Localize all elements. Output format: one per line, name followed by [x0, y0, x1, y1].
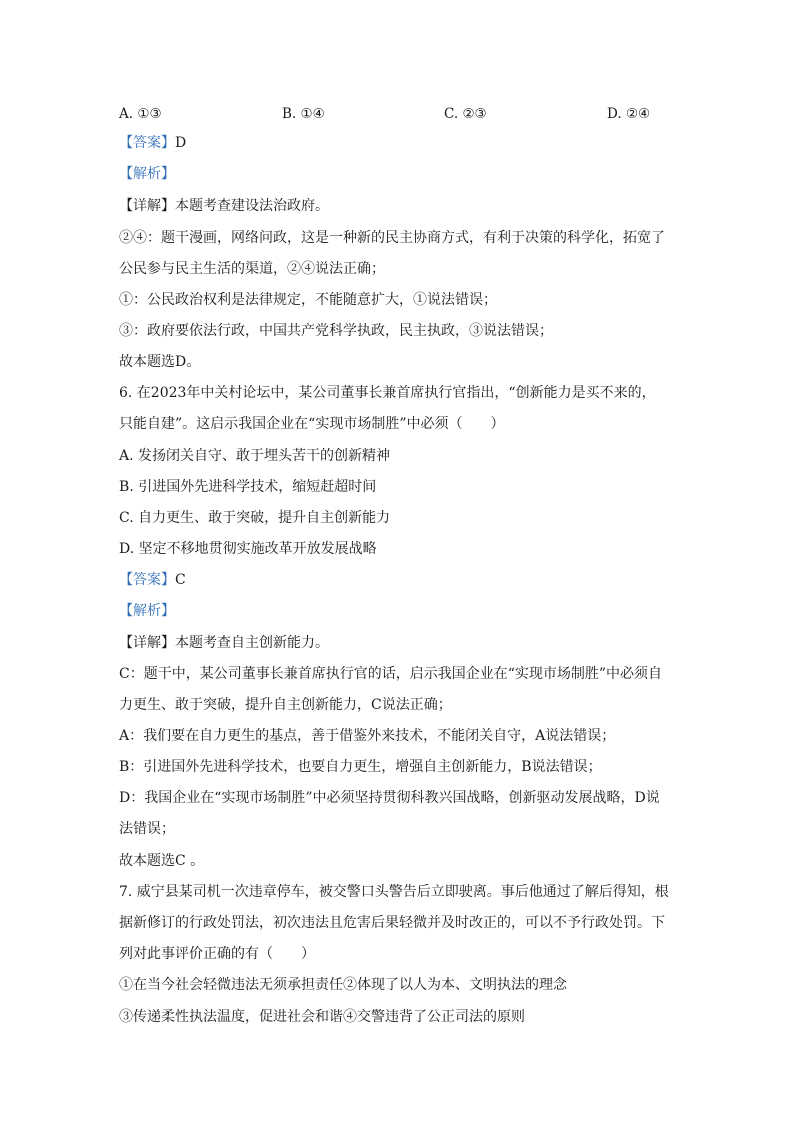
q6-explanation-line: 力更生、敢于突破，提升自主创新能力，C说法正确； — [119, 697, 452, 713]
q6-explanation-line: 法错误； — [119, 821, 175, 837]
answer-value: C — [175, 572, 186, 588]
answer-value: D — [175, 135, 187, 151]
q5-option-d: D. ②④ — [607, 106, 651, 122]
q5-option-a: A. ①③ — [119, 106, 162, 122]
q7-stem-line: 7. 威宁县某司机一次违章停车，被交警口头警告后立即驶离。事后他通过了解后得知，根 — [119, 884, 669, 900]
q6-option-c: C. 自力更生、敢于突破，提升自主创新能力 — [119, 510, 391, 526]
q6-explanation-line: B：引进国外先进科学技术，也要自力更生，增强自主创新能力，B说法错误； — [119, 759, 602, 775]
q6-conclusion: 故本题选C 。 — [119, 853, 205, 869]
detail-tag: 【详解】 — [119, 198, 175, 214]
q7-stem-line: 列对此事评价正确的有（ ） — [119, 946, 315, 962]
q5-explanation-line: ③：政府要依法行政，中国共产党科学执政，民主执政，③说法错误； — [119, 323, 553, 339]
q6-stem-line: 只能自建”。这启示我国企业在“实现市场制胜”中必须（ ） — [119, 416, 505, 432]
q6-option-b: B. 引进国外先进科学技术，缩短赶超时间 — [119, 479, 377, 495]
q5-answer — [119, 133, 186, 153]
q6-detail — [119, 633, 329, 653]
detail-tag: 【详解】 — [119, 635, 175, 651]
q5-conclusion: 故本题选D。 — [119, 354, 201, 370]
answer-tag: 【答案】 — [119, 572, 175, 588]
q6-explanation-line: C：题干中，某公司董事长兼首席执行官的话，启示我国企业在“实现市场制胜”中必须自 — [119, 666, 663, 682]
q5-explanation-line: 公民参与民主生活的渠道，②④说法正确； — [119, 261, 385, 277]
q5-detail — [119, 196, 329, 216]
q6-explanation-line: A：我们要在自力更生的基点，善于借鉴外来技术，不能闭关自守，A说法错误； — [119, 728, 616, 744]
q6-option-d: D. 坚定不移地贯彻实施改革开放发展战略 — [119, 541, 377, 557]
q5-option-c: C. ②③ — [444, 106, 487, 122]
q5-explanation-line: ②④：题干漫画，网络问政，这是一种新的民主协商方式，有利于决策的科学化，拓宽了 — [119, 230, 665, 246]
q5-option-b: B. ①④ — [282, 106, 325, 122]
q6-option-a: A. 发扬闭关自守、敢于埋头苦干的创新精神 — [119, 448, 391, 464]
q6-answer — [119, 570, 186, 590]
q5-explanation-line: ①：公民政治权利是法律规定，不能随意扩大，①说法错误； — [119, 292, 497, 308]
answer-tag: 【答案】 — [119, 135, 175, 151]
detail-text: 本题考查自主创新能力。 — [175, 635, 329, 651]
q6-explanation-line: D：我国企业在“实现市场制胜”中必须坚持贯彻科教兴国战略，创新驱动发展战略，D说 — [119, 790, 660, 806]
q6-analysis-heading: 【解析】 — [119, 603, 175, 619]
q6-stem-line: 6. 在2023年中关村论坛中，某公司董事长兼首席执行官指出，“创新能力是买不来的， — [119, 385, 656, 401]
q5-analysis-heading: 【解析】 — [119, 166, 175, 182]
q7-statement-line: ③传递柔性执法温度，促进社会和谐④交警违背了公正司法的原则 — [119, 1009, 525, 1025]
q7-statement-line: ①在当今社会轻微违法无须承担责任②体现了以人为本、文明执法的理念 — [119, 977, 567, 993]
detail-text: 本题考查建设法治政府。 — [175, 198, 329, 214]
q7-stem-line: 据新修订的行政处罚法，初次违法且危害后果轻微并及时改正的，可以不予行政处罚。下 — [119, 915, 665, 931]
